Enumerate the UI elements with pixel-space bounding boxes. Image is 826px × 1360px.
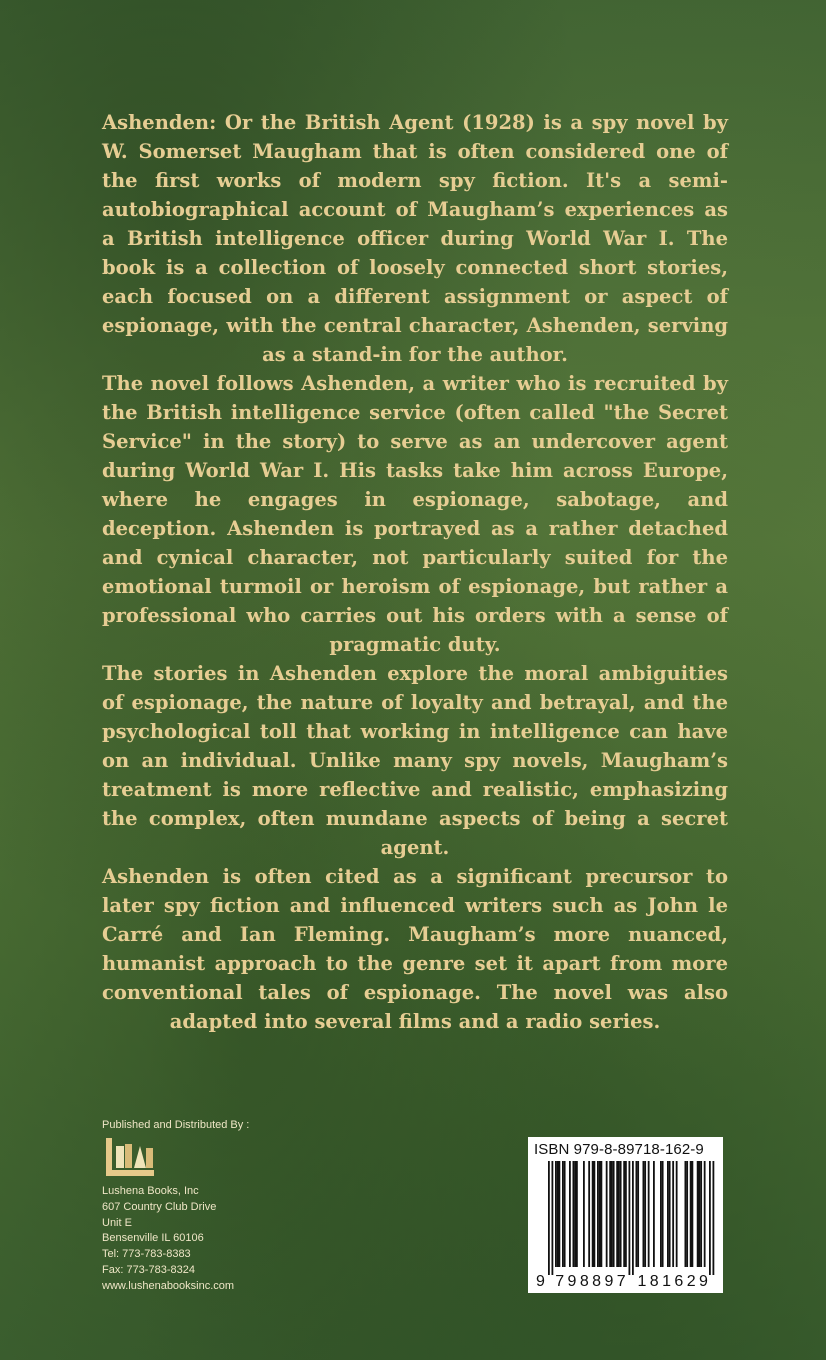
barcode-bar bbox=[648, 1161, 650, 1267]
barcode-bar bbox=[625, 1161, 627, 1267]
barcode-bar bbox=[644, 1161, 646, 1267]
barcode-bar bbox=[623, 1161, 625, 1267]
barcode-graphic bbox=[534, 1161, 717, 1289]
isbn-barcode bbox=[528, 1137, 723, 1293]
barcode-bar bbox=[700, 1161, 702, 1267]
barcode-first-digit: 9 bbox=[536, 1273, 549, 1289]
barcode-bar bbox=[637, 1161, 639, 1267]
barcode-bar bbox=[597, 1161, 599, 1267]
back-cover-blurb bbox=[102, 108, 728, 1036]
barcode-bar bbox=[669, 1161, 671, 1267]
barcode-bar bbox=[611, 1161, 613, 1267]
barcode-bar bbox=[599, 1161, 601, 1267]
publisher-fax: Fax: 773-783-8324 bbox=[102, 1263, 195, 1276]
barcode-bar bbox=[594, 1161, 596, 1267]
barcode-bar bbox=[690, 1161, 692, 1267]
barcode-bar bbox=[613, 1161, 615, 1267]
barcode-bar bbox=[686, 1161, 688, 1267]
publisher-website: www.lushenabooksinc.com bbox=[102, 1279, 235, 1292]
barcode-bar bbox=[606, 1161, 608, 1267]
barcode-bar bbox=[573, 1161, 575, 1267]
barcode-right-digits: 181629 bbox=[637, 1273, 712, 1289]
barcode-bar bbox=[552, 1161, 554, 1275]
barcode-bar bbox=[643, 1161, 645, 1267]
publisher-address-line2: Unit E bbox=[102, 1216, 132, 1229]
barcode-bar bbox=[548, 1161, 550, 1275]
barcode-bar bbox=[709, 1161, 711, 1275]
barcode-bar bbox=[601, 1161, 603, 1267]
barcode-bar bbox=[620, 1161, 622, 1267]
barcode-bar bbox=[662, 1161, 664, 1267]
blurb-paragraph-4: Ashenden is often cited as a significant precursor to later spy fiction and influenced writers such as John le Carré and Ian Fleming. Maugham’s more nuanced, humanist approach to the genre set it apart from more conventional tales of espionage. The novel was also adapted into several films and a radio series. bbox=[102, 865, 728, 1033]
barcode-bar bbox=[672, 1161, 674, 1267]
barcode-bar bbox=[557, 1161, 559, 1267]
barcode-bar bbox=[588, 1161, 590, 1267]
barcode-bar bbox=[559, 1161, 561, 1267]
barcode-bar bbox=[692, 1161, 694, 1267]
book-logo-icon bbox=[102, 1136, 158, 1178]
barcode-bar bbox=[697, 1161, 699, 1267]
publisher-city: Bensenville IL 60106 bbox=[102, 1232, 204, 1245]
barcode-bar bbox=[704, 1161, 706, 1267]
barcode-bar bbox=[555, 1161, 557, 1267]
publisher-address-line1: 607 Country Club Drive bbox=[102, 1200, 217, 1213]
barcode-bar bbox=[574, 1161, 576, 1267]
barcode-bar bbox=[583, 1161, 585, 1267]
barcode-bar bbox=[667, 1161, 669, 1267]
blurb-paragraph-2: The novel follows Ashenden, a writer who is recruited by the British intelligence service (often called "the Secret Service" in the story) to serve as an undercover agent during World War I. His tasks take him across Europe, where he engages in espionage, sabotage, and deception. Ashenden is portrayed as a rather detached and cynical character, not particularly suited for the emotional turmoil or heroism of espionage, but rather a professional who carries out his orders with a sense of pragmatic duty. bbox=[102, 372, 728, 656]
barcode-bar bbox=[632, 1161, 634, 1275]
publisher-header: Published and Distributed By : bbox=[102, 1119, 250, 1131]
barcode-bar bbox=[660, 1161, 662, 1267]
publisher-info bbox=[102, 1118, 362, 1295]
barcode-left-digits: 798897 bbox=[555, 1273, 630, 1289]
barcode-bar bbox=[713, 1161, 715, 1275]
isbn-label: ISBN 979-8-89718-162-9 bbox=[534, 1141, 704, 1158]
barcode-bar bbox=[636, 1161, 638, 1267]
barcode-bar bbox=[609, 1161, 611, 1267]
barcode-bar bbox=[685, 1161, 687, 1267]
publisher-name: Lushena Books, Inc bbox=[102, 1185, 199, 1197]
barcode-bar bbox=[576, 1161, 578, 1267]
barcode-bar bbox=[562, 1161, 564, 1267]
blurb-paragraph-1: Ashenden: Or the British Agent (1928) is a spy novel by W. Somerset Maugham that is often considered one of the first works of modern spy fiction. It's a semi-autobiographical account of Maugham’s experiences as a British intelligence officer during World War I. The book is a collection of loosely connected short stories, each focused on a different assignment or aspect of espionage, with the central character, Ashenden, serving as a stand-in for the author. bbox=[102, 111, 728, 366]
blurb-paragraph-3: The stories in Ashenden explore the moral ambiguities of espionage, the nature of loyalty and betrayal, and the psychological toll that working in intelligence can have on an individual. Unlike many spy novels, Maugham’s treatment is more reflective and realistic, emphasizing the complex, often mundane aspects of being a secret agent. bbox=[102, 662, 728, 859]
barcode-bar bbox=[564, 1161, 566, 1267]
barcode-bar bbox=[699, 1161, 701, 1267]
barcode-bar bbox=[569, 1161, 571, 1267]
barcode-bar bbox=[653, 1161, 655, 1267]
barcode-bar bbox=[616, 1161, 618, 1267]
barcode-bar bbox=[618, 1161, 620, 1267]
barcode-bar bbox=[676, 1161, 678, 1267]
barcode-bar bbox=[629, 1161, 631, 1275]
barcode-bar bbox=[592, 1161, 594, 1267]
publisher-tel: Tel: 773-783-8383 bbox=[102, 1248, 191, 1261]
